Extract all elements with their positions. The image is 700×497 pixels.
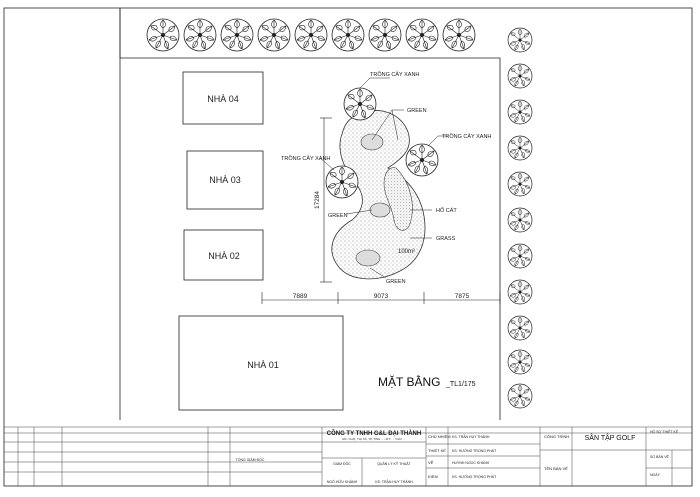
dimension-label: 7875 [454,293,470,300]
ten-ban-ve-label: TÊN BẢN VẼ [544,466,568,471]
signer-name: KS. TRẦN HUY THÀNH [375,480,413,484]
signer-name: NGÔ HỮU KHÁNH [326,480,358,484]
label-grass: GRASS [436,236,456,242]
tree-icon [406,144,438,176]
drawing-title: MẶT BẰNG [378,375,441,389]
giam-doc-label: GIÁM ĐỐC [333,462,351,466]
building-nha-03 [187,151,263,209]
label-green: GREEN [386,279,406,285]
thiet-ke-label: THIẾT KẾ [428,448,446,453]
label-trong-cay-xanh: TRỒNG CÂY XANH [442,134,492,140]
tree-row-right [508,28,532,408]
so-ban-ve-label: SỐ BẢN VẼ [650,455,669,459]
tree-icon [326,166,358,198]
tree-icon [344,88,376,120]
chu-nhiem-label: CHỦ NHIỆM [428,434,451,439]
tong-giam-doc-label: TỔNG GIÁM ĐỐC [235,458,265,462]
company-name: CÔNG TY TNHH G&L ĐẠI THÀNH [326,431,422,437]
dimension-label: 7889 [292,293,308,300]
project-name: SÂN TẬP GOLF [584,435,636,442]
project-label: CÔNG TRÌNH [544,434,570,439]
company-address: ĐC: CHỢ, THỊ XÃ, TP, TỈNH ... / ĐT: ... / FAX ... [342,437,406,441]
drawing-scale: _TL1/175 [446,381,476,388]
tree-row-top [147,19,475,51]
building-label: NHÀ 01 [247,360,279,370]
ve-label: VẼ [428,460,434,465]
ve-name: HUỲNH NGỌC KHÁNH [452,461,490,465]
label-ho-cat: HỐ CÁT [436,208,457,214]
building-nha-02 [184,230,263,280]
dimension-label: 9073 [373,293,389,300]
label-green: GREEN [328,213,348,219]
building-label: NHÀ 03 [209,175,241,185]
label-trong-cay-xanh: TRỒNG CÂY XANH [281,156,331,162]
quan-ly-ky-thuat-label: QUẢN LÝ KỸ THUẬT [377,462,411,466]
kiem-label: KIỂM [428,474,438,479]
building-label: NHÀ 04 [207,94,239,104]
thiet-ke-name: KS. HƯỚNG TRỌNG PHÁT [452,449,497,453]
hs-label: HỒ SƠ THIẾT KẾ [650,430,679,434]
dimension-label: 17284 [314,190,321,210]
label-trong-cay-xanh: TRỒNG CÂY XANH [370,72,420,78]
area-label: 100m² [398,249,416,255]
building-nha-04 [183,72,263,124]
label-green: GREEN [407,108,427,114]
ngay-label: NGÀY [650,473,660,477]
kiem-name: KS. HƯỚNG TRỌNG PHÁT [452,475,497,479]
chu-nhiem-name: KS. TRẦN HUY THÀNH [452,435,490,439]
building-label: NHÀ 02 [208,251,240,261]
building-nha-01 [179,316,343,410]
